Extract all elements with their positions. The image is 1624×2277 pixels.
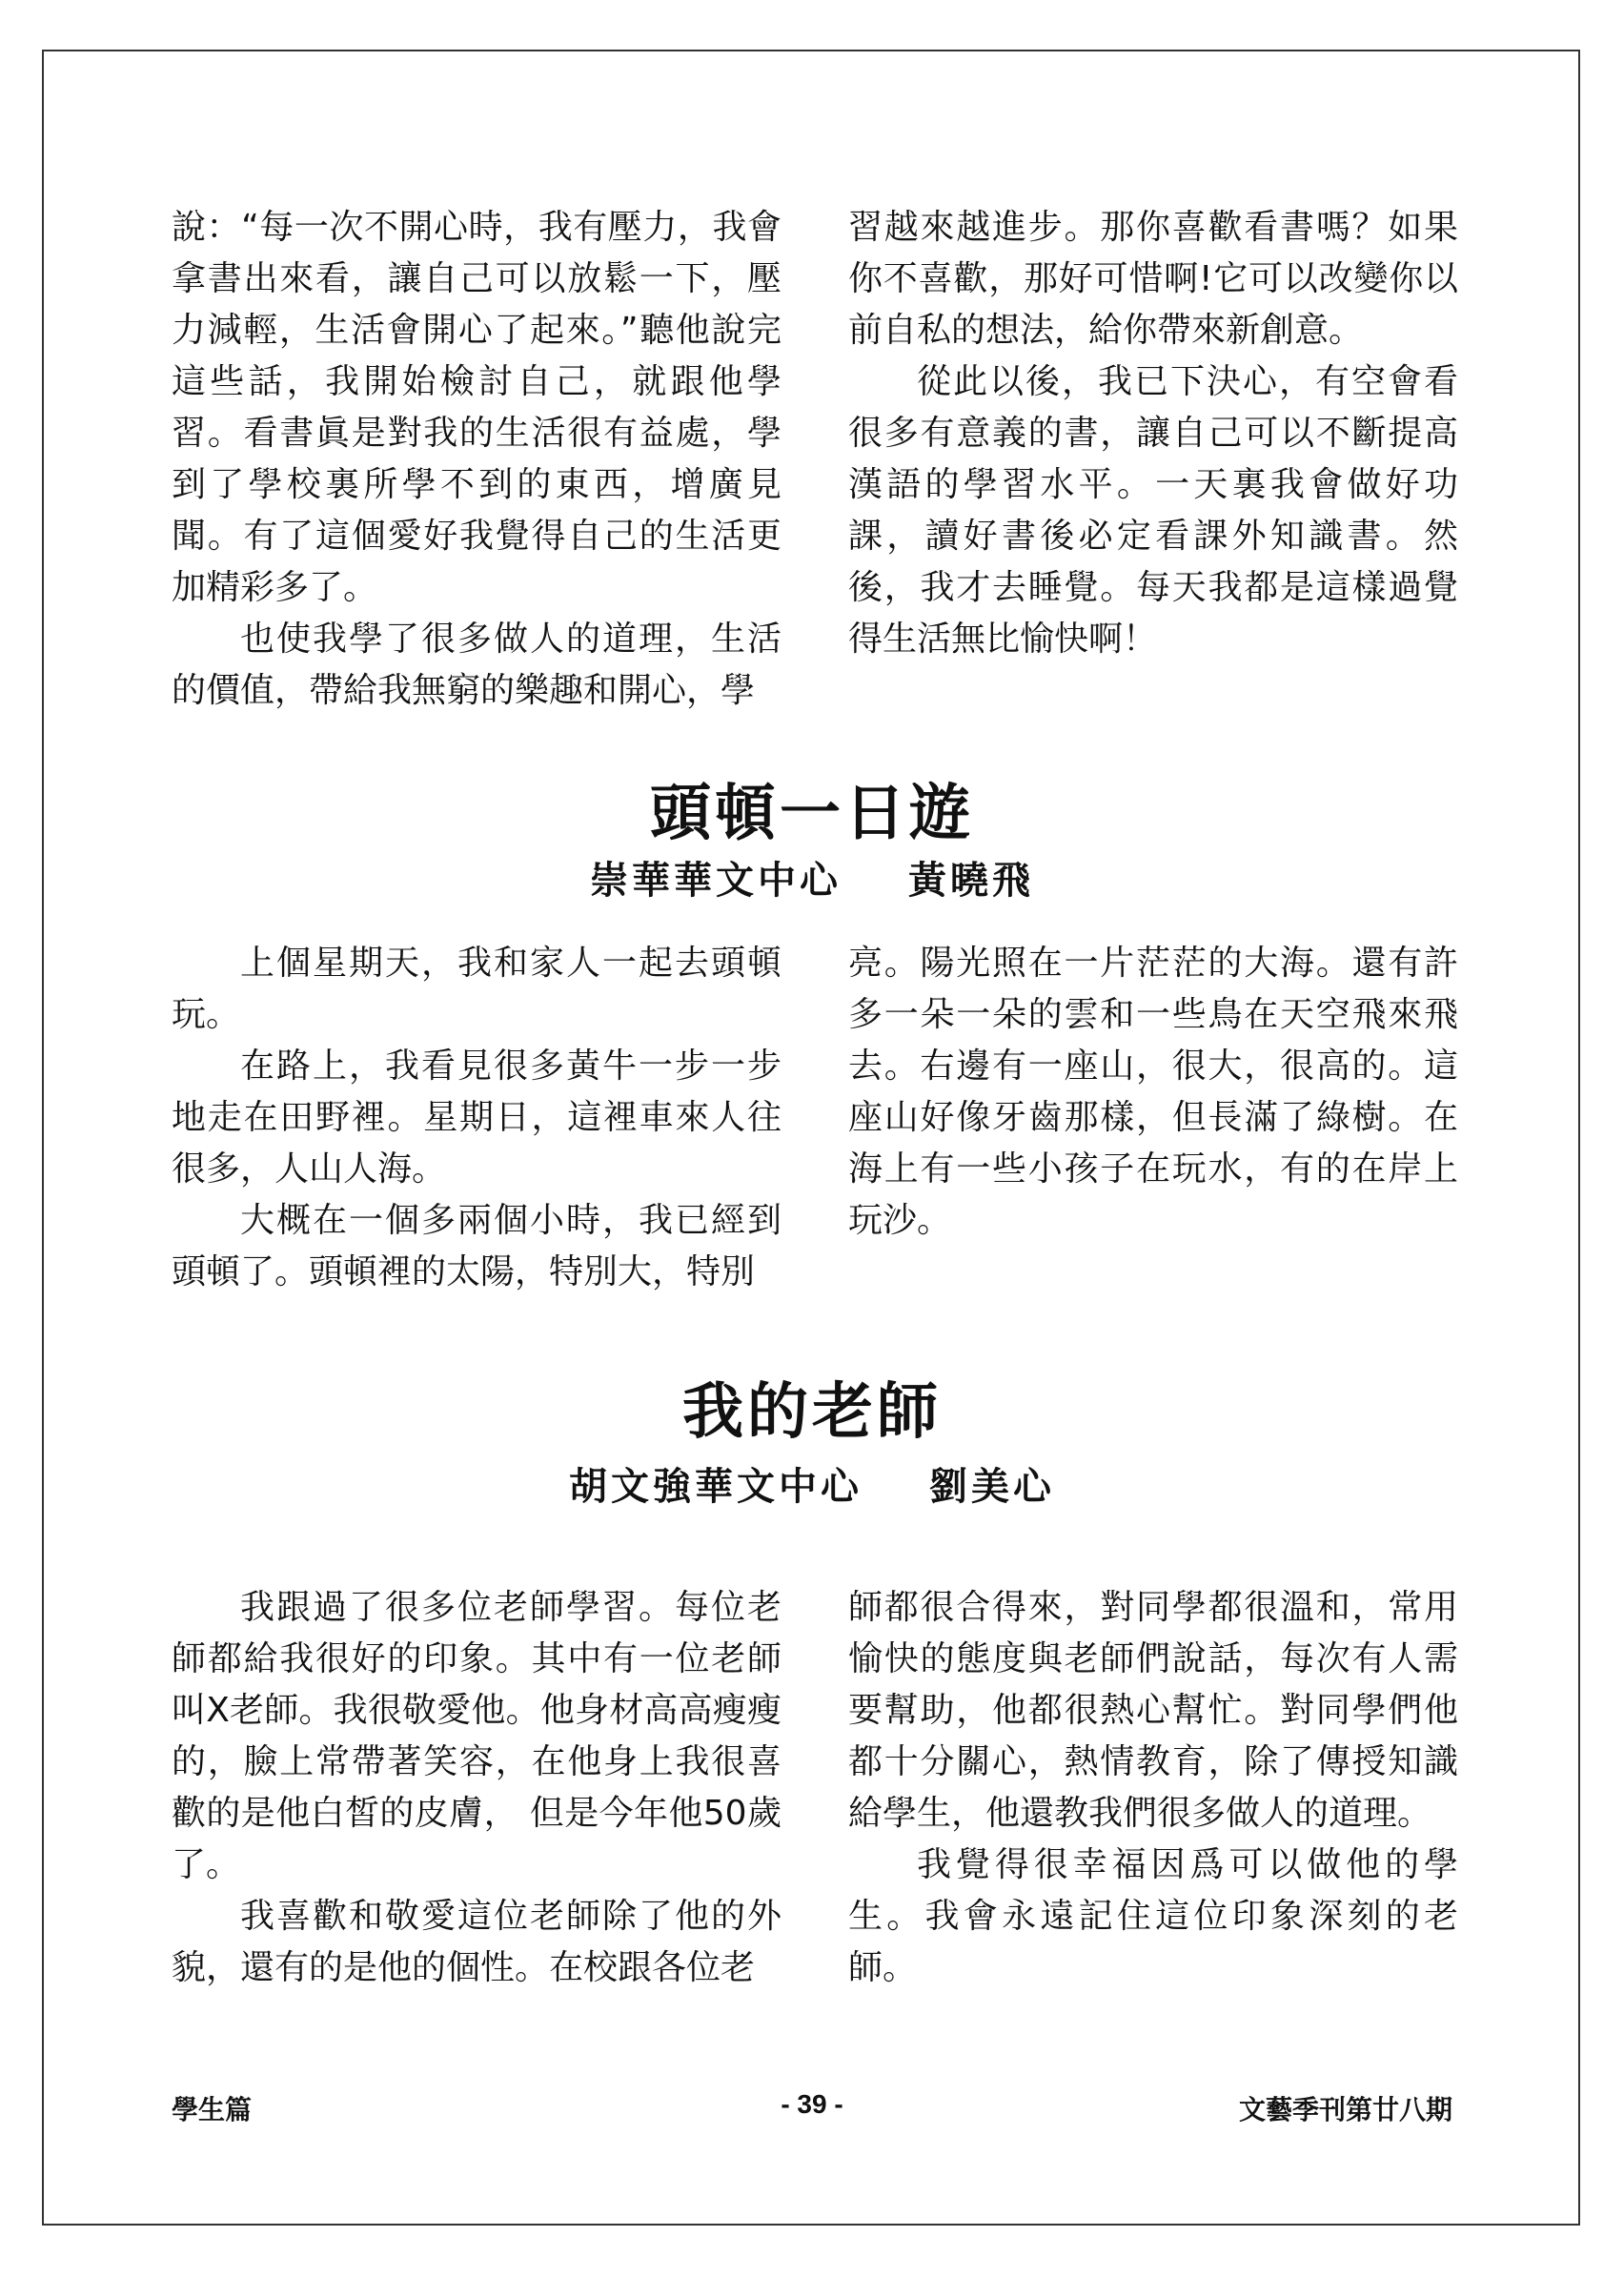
- paragraph: 也使我學了很多做人的道理，生活的價值，帶給我無窮的樂趣和開心，學: [172, 620, 782, 710]
- article3-columns: [172, 1582, 1458, 1994]
- article3-left-column: [172, 1582, 782, 1994]
- article3-right-column: [848, 1582, 1458, 1994]
- page-number: - 39 -: [781, 2089, 843, 2119]
- article2-school: 崇華華文中心: [590, 858, 842, 903]
- section1-right-column: [848, 202, 1458, 717]
- article2-title: 頭頓一日遊: [650, 778, 974, 849]
- paragraph: 我喜歡和敬愛這位老師除了他的外貌，還有的是他的個性。在校跟各位老: [172, 1897, 782, 1987]
- paragraph: 從此以後，我已下決心，有空會看很多有意義的書，讓自己可以不斷提高漢語的學習水平。一天裏我會做好功課，讀好書後必定看課外知識書。然後，我才去睡覺。每天我都是這樣過覺得生活無比愉快啊！: [848, 362, 1458, 659]
- paragraph: 亮。陽光照在一片茫茫的大海。還有許多一朵一朵的雲和一些鳥在天空飛來飛去。右邊有一座山，很大，很高的。這座山好像牙齒那樣，但長滿了綠樹。在海上有一些小孩子在玩水，有的在岸上玩沙。: [848, 944, 1458, 1240]
- article3-byline: [0, 1456, 1624, 1511]
- article3-author: 劉美心: [929, 1464, 1055, 1509]
- article2-left-column: [172, 938, 782, 1298]
- paragraph: 師都很合得來，對同學都很溫和，常用愉快的態度與老師們說話，每次有人需要幫助，他都很熱心幫忙。對同學們他都十分關心，熱情教育，除了傳授知識給學生，他還教我們很多做人的道理。: [848, 1588, 1458, 1833]
- article2-byline: [0, 850, 1624, 905]
- paragraph: 大概在一個多兩個小時，我已經到頭頓了。頭頓裡的太陽，特別大，特別: [172, 1201, 782, 1291]
- article3-title: 我的老師: [682, 1376, 942, 1448]
- article2-columns: [172, 938, 1458, 1298]
- article2-right-column: [848, 938, 1458, 1298]
- section1-left-column: [172, 202, 782, 717]
- article2-author: 黃曉飛: [908, 858, 1034, 903]
- paragraph: 我跟過了很多位老師學習。每位老師都給我很好的印象。其中有一位老師叫X老師。我很敬愛他。他身材高高瘦瘦的，臉上常帶著笑容，在他身上我很喜歡的是他白皙的皮膚， 但是今年他50歲了。: [172, 1588, 782, 1884]
- paragraph: 習越來越進步。那你喜歡看書嗎？如果你不喜歡，那好可惜啊!它可以改變你以前自私的想法，給你帶來新創意。: [848, 208, 1458, 350]
- footer-publication-title: 文藝季刊第廿八期: [1238, 2095, 1452, 2125]
- article3-school: 胡文強華文中心: [569, 1464, 863, 1509]
- paragraph: 說：“每一次不開心時，我有壓力，我會拿書出來看，讓自己可以放鬆一下，壓力減輕，生活會開心了起來。”聽他說完這些話，我開始檢討自己，就跟他學習。看書眞是對我的生活很有益處，學到了學校裏所學不到的東西，增廣見聞。有了這個愛好我覺得自己的生活更加精彩多了。: [172, 208, 782, 607]
- paragraph: 我覺得很幸福因爲可以做他的學生。我會永遠記住這位印象深刻的老師。: [848, 1845, 1458, 1987]
- footer-section-label: 學生篇: [172, 2095, 253, 2125]
- paragraph: 上個星期天，我和家人一起去頭頓玩。: [172, 944, 782, 1034]
- paragraph: 在路上，我看見很多黃牛一步一步地走在田野裡。星期日，這裡車來人往很多，人山人海。: [172, 1047, 782, 1189]
- section1-columns: [172, 202, 1458, 717]
